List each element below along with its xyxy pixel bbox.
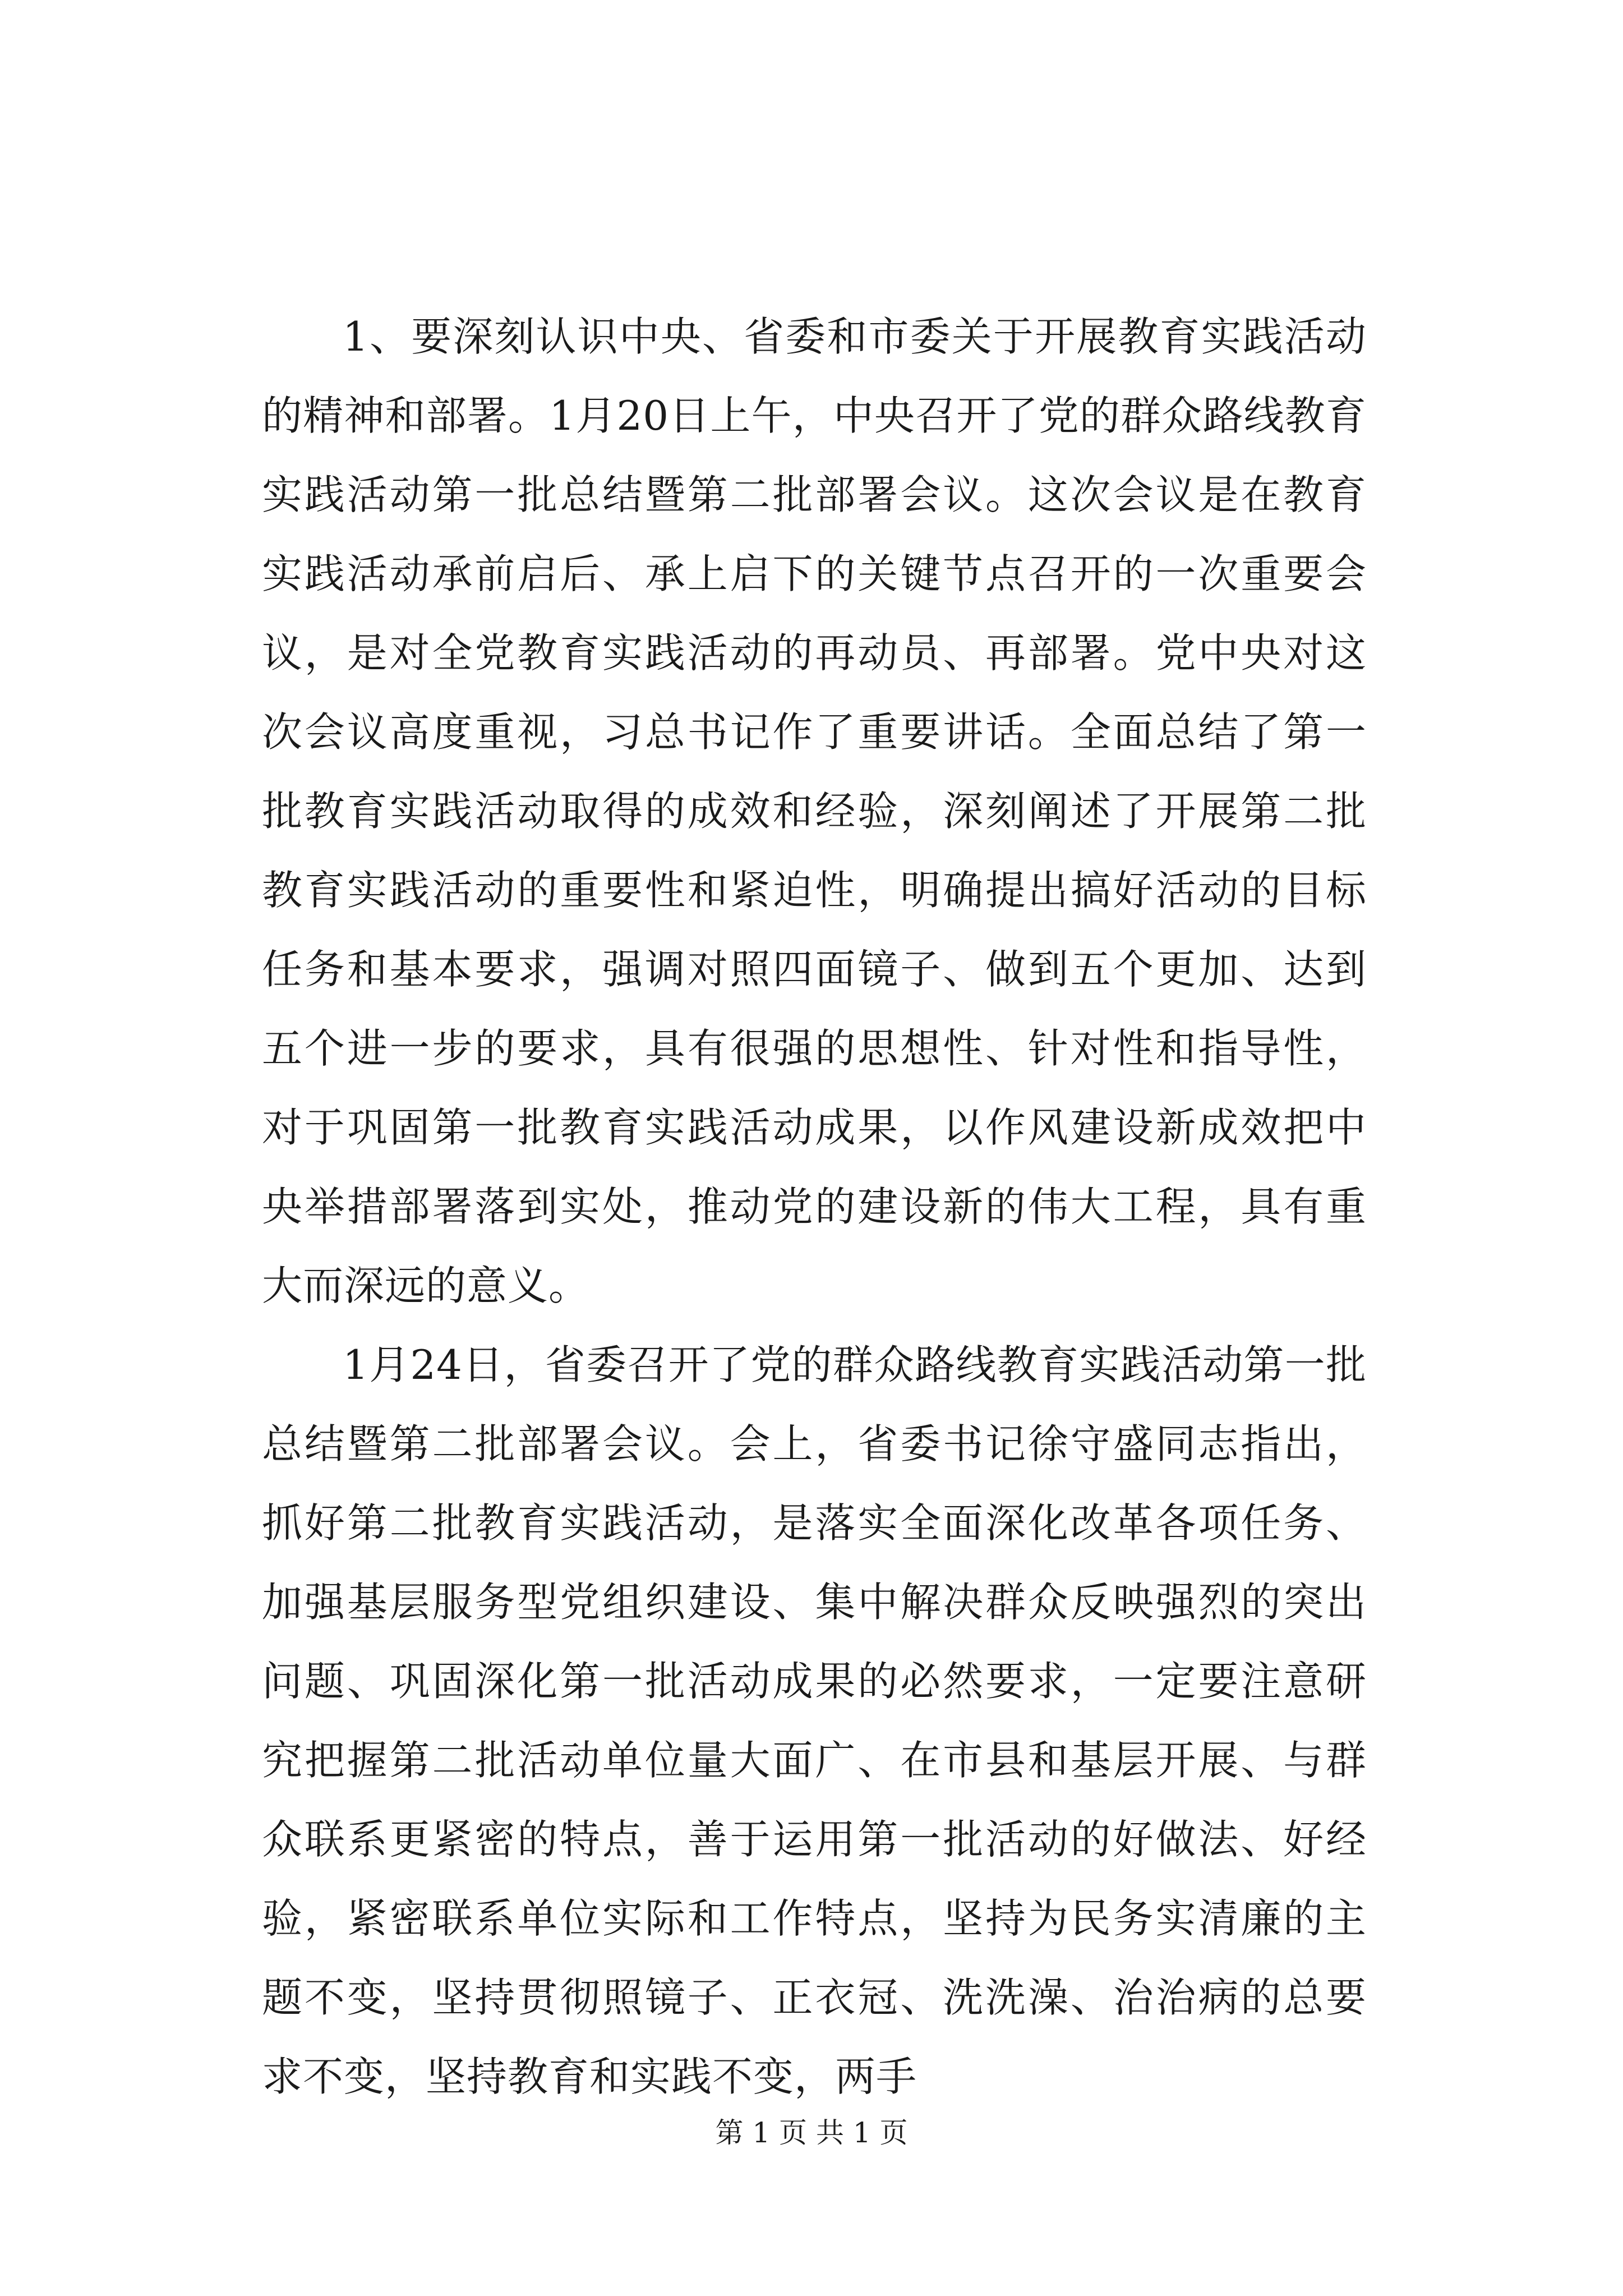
page-footer: 第 1 页 共 1 页 [715, 2116, 908, 2149]
paragraph-2: 1月24日，省委召开了党的群众路线教育实践活动第一批总结暨第二批部署会议。会上，省委书记徐守盛同志指出，抓好第二批教育实践活动，是落实全面深化改革各项任务、加强基层服务型党组织建设、集中解决群众反映强烈的突出问题、巩固深化第一批活动成果的必然要求，一定要注意研究把握第二批活动单位量大面广、在市县和基层开展、与群众联系更紧密的特点，善于运用第一批活动的好做法、好经验，紧密联系单位实际和工作特点，坚持为民务实清廉的主题不变，坚持贯彻照镜子、正衣冠、洗洗澡、治治病的总要求不变，坚持教育和实践不变，两手 [262, 1341, 1367, 2100]
paragraph-1: 1、要深刻认识中央、省委和市委关于开展教育实践活动的精神和部署。1月20日上午，中央召开了党的群众路线教育实践活动第一批总结暨第二批部署会议。这次会议是在教育实践活动承前启后、承上启下的关键节点召开的一次重要会议，是对全党教育实践活动的再动员、再部署。党中央对这次会议高度重视，习总书记作了重要讲话。全面总结了第一批教育实践活动取得的成效和经验，深刻阐述了开展第二批教育实践活动的重要性和紧迫性，明确提出搞好活动的目标任务和基本要求，强调对照四面镜子、做到五个更加、达到五个进一步的要求，具有很强的思想性、针对性和指导性，对于巩固第一批教育实践活动成果，以作风建设新成效把中央举措部署落到实处，推动党的建设新的伟大工程，具有重大而深远的意义。 [262, 313, 1367, 1309]
document-body [262, 297, 1367, 2116]
